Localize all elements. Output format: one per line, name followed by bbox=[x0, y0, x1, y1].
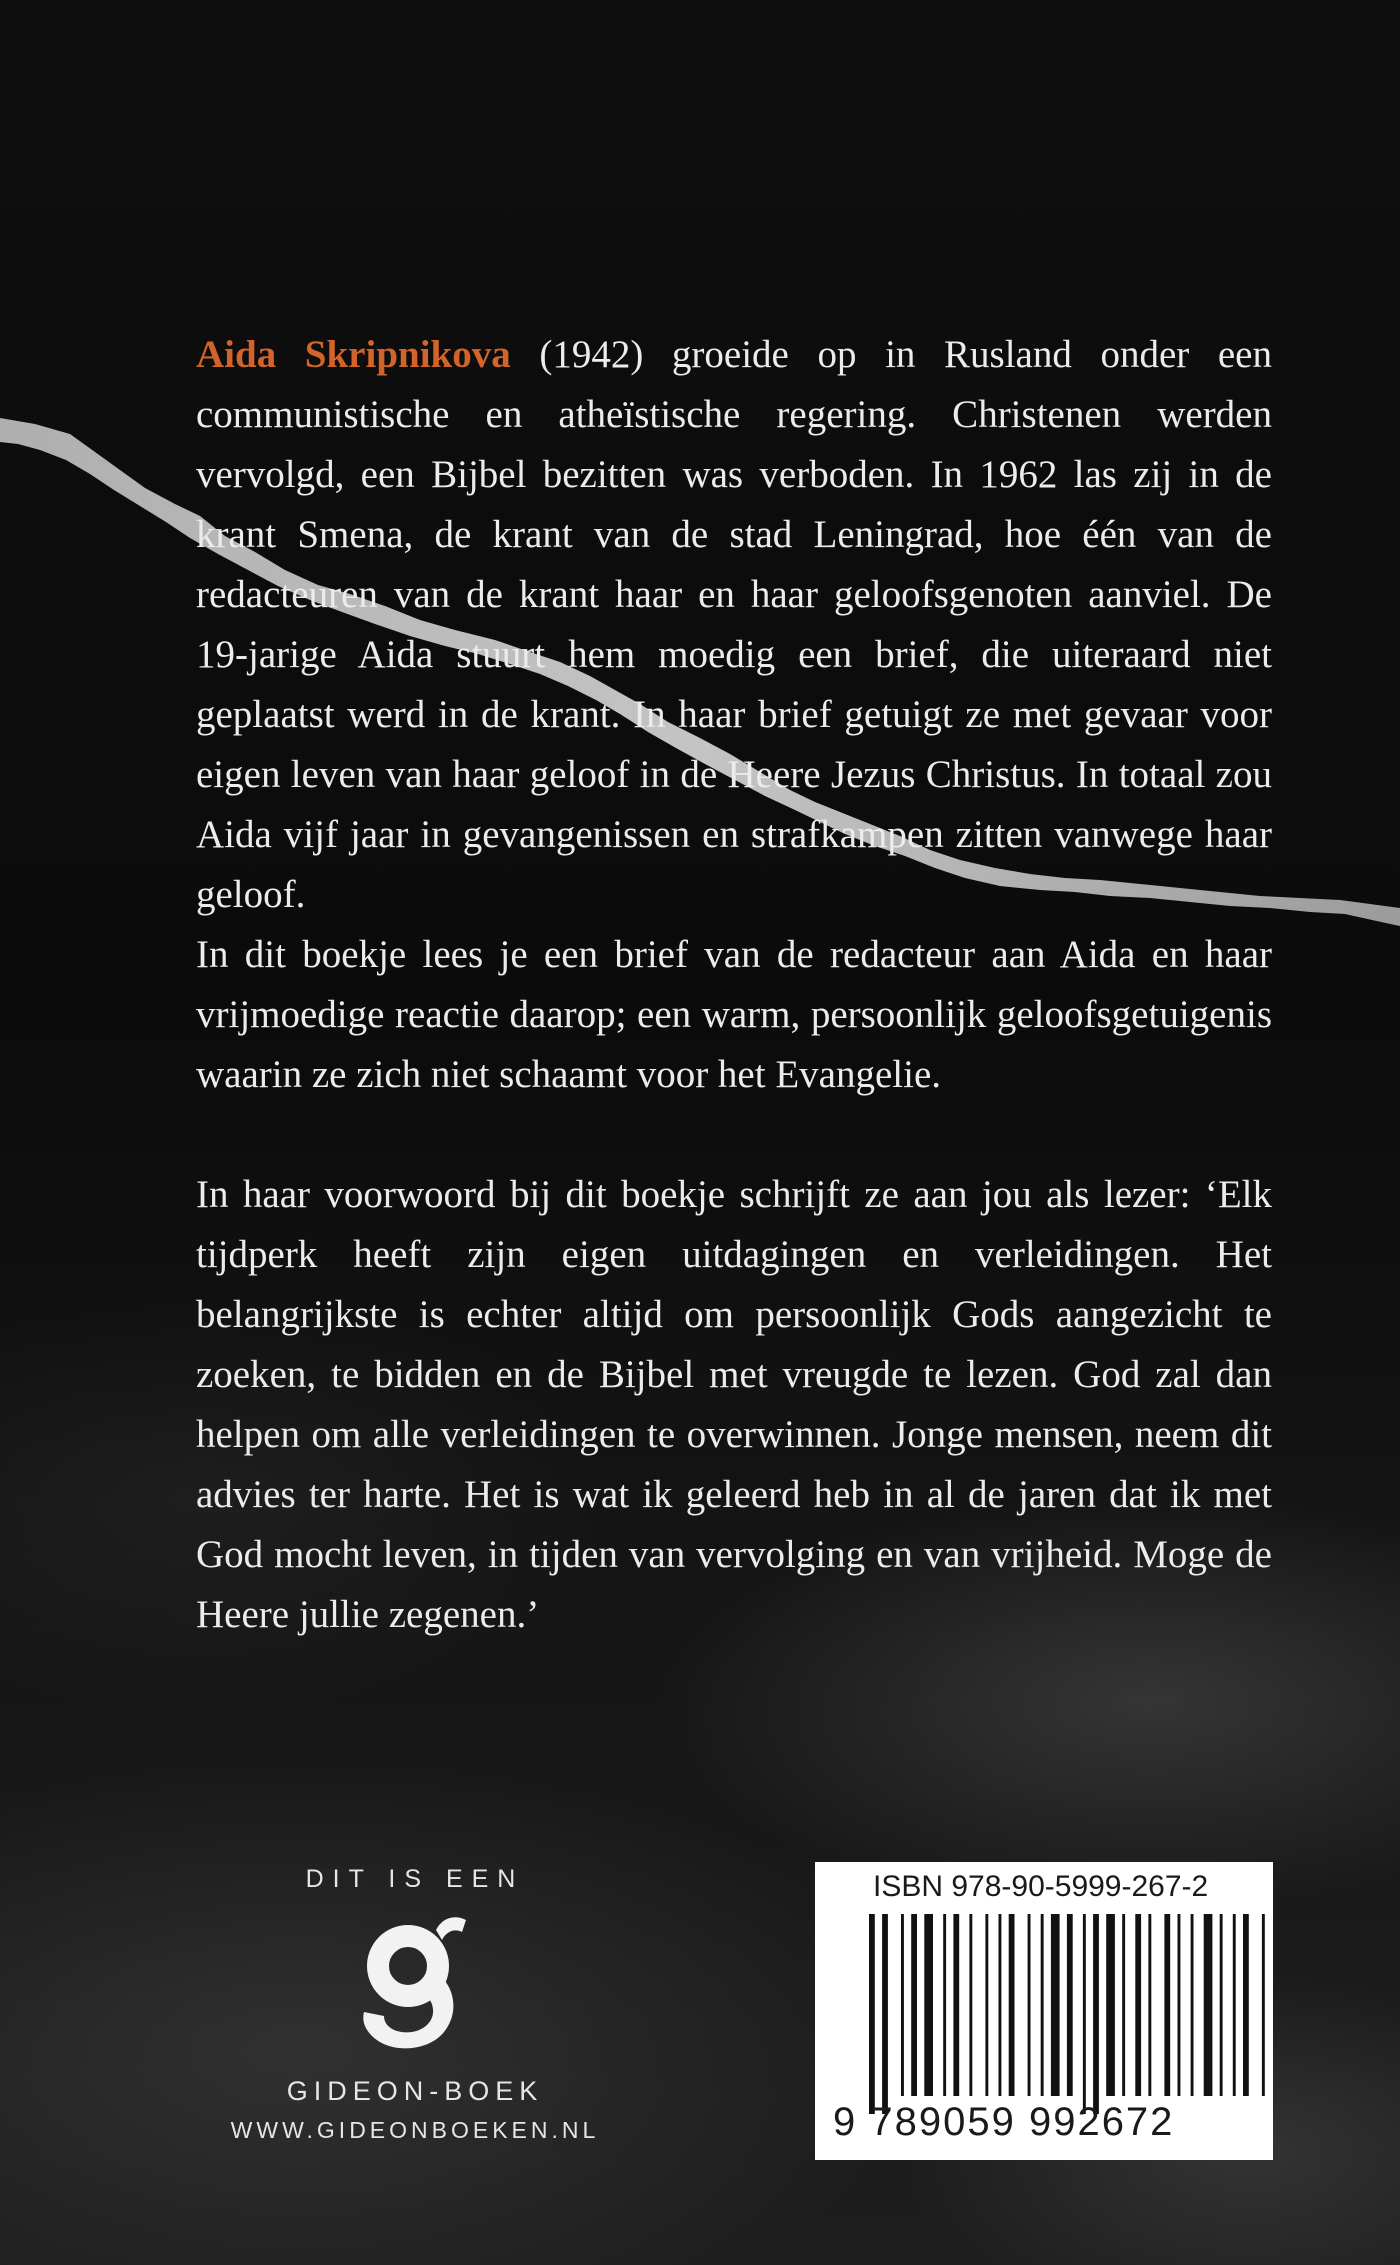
barcode-bar bbox=[1191, 1914, 1194, 2096]
barcode-bar bbox=[1148, 1914, 1151, 2096]
barcode-bar bbox=[1220, 1914, 1223, 2096]
barcode-bar bbox=[1093, 1914, 1099, 2114]
barcode-bar bbox=[999, 1914, 1002, 2096]
barcode-digits: 9 789059 992672 bbox=[833, 2100, 1175, 2144]
barcode-bar bbox=[1051, 1914, 1060, 2096]
publisher-intro: DIT IS EEN bbox=[305, 1865, 525, 1893]
blurb-paragraph-1-text: (1942) groeide op in Rusland onder een communistische en atheïstische regering. Christenen werden vervolgd, een Bijbel bezitten was verboden. In 1962 las zij in de krant Smena, de krant van de stad Leningrad, hoe één van de redacteuren van de krant haar en haar geloofsgenoten aanviel. De 19-jarige Aida stuurt hem moedig een brief, die uiteraard niet geplaatst werd in de krant. In haar brief getuigt ze met gevaar voor eigen leven van haar geloof in de Heere Jezus Christus. In totaal zou Aida vijf jaar in gevangenissen en strafkampen zitten vanwege haar geloof. bbox=[196, 333, 1272, 916]
blurb-paragraph-2: In dit boekje lees je een brief van de redacteur aan Aida en haar vrijmoedige reactie daarop; een warm, persoonlijk geloofsgetuigenis waarin ze zich niet schaamt voor het Evangelie. bbox=[196, 933, 1272, 1096]
barcode-bar bbox=[1164, 1914, 1170, 2096]
barcode-bar bbox=[869, 1914, 875, 2114]
barcode-bar bbox=[1067, 1914, 1073, 2096]
barcode-bar bbox=[1106, 1914, 1115, 2096]
isbn-barcode bbox=[815, 1862, 1273, 2160]
isbn-label: ISBN 978-90-5999-267-2 bbox=[873, 1870, 1209, 1903]
barcode-bar bbox=[1009, 1914, 1015, 2096]
blurb-text bbox=[196, 325, 1272, 1645]
barcode-bar bbox=[1083, 1914, 1086, 2114]
gideon-g-logo-icon bbox=[350, 1908, 480, 2058]
publisher-name: GIDEON-BOEK bbox=[286, 2076, 544, 2106]
barcode-bar bbox=[901, 1914, 904, 2096]
blurb-paragraph-1 bbox=[196, 325, 1272, 925]
barcode-bar bbox=[953, 1914, 959, 2096]
barcode-bar bbox=[1262, 1914, 1265, 2096]
barcode-bar bbox=[1233, 1914, 1236, 2096]
barcode-bar bbox=[911, 1914, 917, 2096]
barcode-bar bbox=[882, 1914, 888, 2114]
barcode-bar bbox=[924, 1914, 933, 2096]
author-name: Aida Skripnikova bbox=[196, 333, 511, 376]
barcode-bar bbox=[985, 1914, 988, 2096]
publisher-block bbox=[220, 1865, 610, 2144]
barcode-bar bbox=[1135, 1914, 1141, 2096]
barcode-bar bbox=[1028, 1914, 1031, 2096]
publisher-url: WWW.GIDEONBOEKEN.NL bbox=[230, 2117, 600, 2143]
barcode-bar bbox=[1178, 1914, 1181, 2096]
barcode-bar bbox=[969, 1914, 972, 2096]
barcode-bar bbox=[1122, 1914, 1125, 2096]
blurb-paragraph-3: In haar voorwoord bij dit boekje schrijft ze aan jou als lezer: ‘Elk tijdperk heeft zijn eigen uitdagingen en verleidingen. Het belangrijkste is echter altijd om persoonlijk Gods aangezicht te zoeken, te bidden en de Bijbel met vreugde te lezen. God zal dan helpen om alle verleidingen te overwinnen. Jonge mensen, neem dit advies ter harte. Het is wat ik geleerd heb in al de jaren dat ik met God mocht leven, in tijden van vervolging en van vrijheid. Moge de Heere jullie zegenen.’ bbox=[196, 1173, 1272, 1636]
barcode-bar bbox=[943, 1914, 946, 2096]
barcode-bar bbox=[1041, 1914, 1044, 2096]
barcode-bar bbox=[1243, 1914, 1249, 2096]
barcode-bar bbox=[1204, 1914, 1213, 2096]
